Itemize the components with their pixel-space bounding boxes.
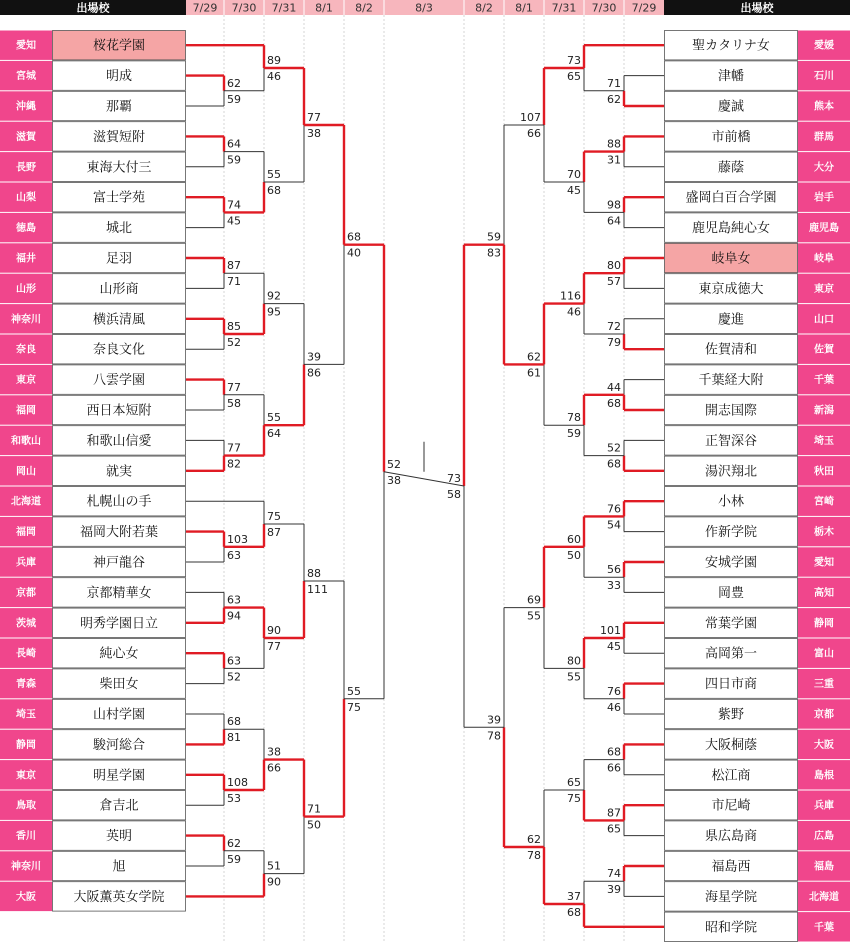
school-name: 山形商 <box>99 281 139 297</box>
score-top: 55 <box>267 411 281 425</box>
prefecture-label: 東京 <box>16 770 36 782</box>
school-name: 市前橋 <box>711 129 751 145</box>
score-bottom: 50 <box>567 548 581 562</box>
prefecture-label: 石川 <box>814 71 834 83</box>
score-top: 68 <box>347 230 361 244</box>
school-name: 東京成徳大 <box>698 281 764 297</box>
prefecture-label: 神奈川 <box>11 861 41 873</box>
score-top: 70 <box>567 168 581 181</box>
score-top: 71 <box>607 76 621 90</box>
score-top: 62 <box>227 836 241 850</box>
score-bottom: 45 <box>607 640 621 653</box>
round-dates <box>186 0 664 15</box>
score-bottom: 39 <box>607 883 621 897</box>
score-bottom: 46 <box>607 700 621 714</box>
score-top: 74 <box>227 198 241 212</box>
score-top: 103 <box>227 532 248 546</box>
prefecture-label: 三重 <box>814 679 834 691</box>
prefecture-label: 佐賀 <box>814 344 834 356</box>
school-name: 大阪薫英女学院 <box>73 889 165 905</box>
school-name: 西日本短附 <box>86 403 152 419</box>
school-name: 安城学園 <box>704 555 758 571</box>
scores <box>227 54 621 919</box>
score-top: 89 <box>267 54 281 67</box>
score-top: 85 <box>227 320 241 333</box>
school-name: 県広島商 <box>704 829 758 845</box>
prefecture-label: 徳島 <box>16 223 36 235</box>
score-bottom: 58 <box>227 396 241 410</box>
score-top: 75 <box>267 510 281 523</box>
score-top: 52 <box>607 441 621 455</box>
prefecture-label: 奈良 <box>16 344 36 356</box>
score-bottom: 111 <box>307 583 328 596</box>
score-top: 73 <box>567 54 581 67</box>
header-left-label: 出場校 <box>76 1 110 15</box>
prefecture-label: 愛媛 <box>814 40 834 52</box>
school-name: 藤蔭 <box>717 160 745 176</box>
school-name: 岐阜女 <box>711 251 751 267</box>
score-bottom: 90 <box>267 875 281 889</box>
school-name: 八雲学園 <box>92 373 146 389</box>
prefecture-label: 岡山 <box>16 466 36 478</box>
school-name: 英明 <box>105 829 133 845</box>
score-bottom: 95 <box>267 305 281 319</box>
round-date-label: 8/1 <box>515 1 533 15</box>
score-bottom: 57 <box>607 275 621 289</box>
score-top: 116 <box>560 289 581 303</box>
prefecture-label: 福岡 <box>16 527 36 539</box>
score-bottom: 83 <box>487 246 501 260</box>
score-bottom: 59 <box>567 427 581 441</box>
score-top: 77 <box>227 441 241 455</box>
score-bottom: 45 <box>227 214 241 228</box>
prefecture-label: 静岡 <box>16 739 36 751</box>
score-top: 39 <box>307 350 321 364</box>
prefecture-label: 香川 <box>16 831 36 843</box>
score-bottom: 66 <box>267 761 281 775</box>
school-name: 常葉学園 <box>704 616 758 632</box>
score-top: 64 <box>227 137 241 151</box>
prefecture-label: 宮城 <box>16 71 36 83</box>
score-top: 38 <box>267 745 281 759</box>
prefecture-label: 埼玉 <box>16 709 36 721</box>
school-name: 足羽 <box>105 251 133 267</box>
school-name: 正智深谷 <box>704 433 758 449</box>
prefecture-label: 東京 <box>16 375 36 387</box>
prefecture-label: 福岡 <box>16 405 36 417</box>
score-bottom: 53 <box>227 792 241 805</box>
school-name: 倉吉北 <box>99 798 139 814</box>
score-bottom: 62 <box>607 92 621 106</box>
score-top: 62 <box>227 76 241 90</box>
prefecture-label: 栃木 <box>814 527 834 539</box>
score-bottom: 40 <box>347 246 361 260</box>
score-bottom: 65 <box>567 70 581 83</box>
score-top: 44 <box>607 380 621 394</box>
score-bottom: 52 <box>227 670 241 684</box>
prefecture-label: 埼玉 <box>814 435 834 447</box>
round-date-label: 7/30 <box>591 1 617 15</box>
score-top: 76 <box>607 502 621 516</box>
school-name: 慶誠 <box>717 99 745 115</box>
prefecture-label: 群馬 <box>814 131 834 143</box>
score-top: 77 <box>307 111 321 124</box>
score-top: 62 <box>527 350 541 364</box>
score-bottom: 54 <box>607 518 621 532</box>
score-top: 74 <box>607 867 621 881</box>
score-top: 107 <box>520 111 541 124</box>
prefecture-label: 愛知 <box>814 557 834 569</box>
school-name: 柴田女 <box>99 677 139 693</box>
prefecture-label: 熊本 <box>814 101 834 113</box>
team-rows <box>0 31 850 942</box>
school-name: 市尼崎 <box>711 798 751 814</box>
score-bottom: 87 <box>267 526 281 539</box>
score-bottom: 68 <box>267 184 281 197</box>
school-name: 那覇 <box>105 99 133 115</box>
score-bottom: 45 <box>567 184 581 197</box>
prefecture-label: 滋賀 <box>16 131 36 143</box>
score-bottom: 68 <box>607 396 621 410</box>
score-bottom: 46 <box>267 70 281 83</box>
prefecture-label: 神奈川 <box>11 314 41 326</box>
school-name: 福岡大附若葉 <box>79 525 159 541</box>
score-top: 55 <box>267 168 281 181</box>
school-name: 高岡第一 <box>704 646 758 662</box>
school-name: 千葉経大附 <box>698 373 764 389</box>
score-bottom: 68 <box>607 457 621 471</box>
prefecture-label: 宮崎 <box>814 496 834 508</box>
school-name: 就実 <box>105 464 133 480</box>
score-top: 80 <box>607 259 621 273</box>
school-name: 鹿児島純心女 <box>691 221 771 237</box>
school-name: 駿河総合 <box>92 737 146 753</box>
score-bottom: 64 <box>607 214 621 228</box>
school-name: 佐賀清和 <box>704 342 758 358</box>
score-top: 87 <box>227 259 241 273</box>
prefecture-label: 福島 <box>814 861 834 873</box>
prefecture-label: 千葉 <box>814 375 834 387</box>
prefecture-label: 沖縄 <box>16 101 36 113</box>
score-bottom: 77 <box>267 640 281 653</box>
school-name: 海星学院 <box>704 889 758 905</box>
prefecture-label: 和歌山 <box>11 435 41 447</box>
prefecture-label: 鳥取 <box>16 800 36 812</box>
score-top: 69 <box>527 593 541 607</box>
prefecture-label: 高知 <box>814 587 834 599</box>
prefecture-label: 京都 <box>814 709 834 721</box>
prefecture-label: 北海道 <box>11 496 41 508</box>
prefecture-label: 兵庫 <box>814 800 834 812</box>
prefecture-label: 大阪 <box>814 739 834 751</box>
school-name: 聖カタリナ女 <box>692 38 770 54</box>
prefecture-label: 千葉 <box>814 922 834 934</box>
score-bottom: 55 <box>567 670 581 684</box>
school-name: 富士学苑 <box>92 190 146 206</box>
round-date-label: 7/31 <box>271 1 297 15</box>
prefecture-label: 富山 <box>814 648 834 660</box>
score-bottom: 46 <box>567 305 581 319</box>
score-top: 68 <box>227 715 241 729</box>
school-name: 滋賀短附 <box>92 129 146 145</box>
school-name: 松江商 <box>711 768 751 784</box>
school-name: 純心女 <box>99 646 139 662</box>
prefecture-label: 大阪 <box>16 891 36 903</box>
school-name: 横浜清風 <box>92 312 146 328</box>
school-name: 小林 <box>717 494 745 510</box>
prefecture-label: 山形 <box>16 283 36 295</box>
score-top: 52 <box>387 457 401 471</box>
school-name: 桜花学園 <box>92 38 146 54</box>
score-top: 92 <box>267 289 281 303</box>
score-bottom: 38 <box>307 127 321 140</box>
school-name: 城北 <box>105 221 133 237</box>
school-name: 盛岡白百合学園 <box>685 190 777 206</box>
score-top: 63 <box>227 654 241 668</box>
school-name: 京都精華女 <box>86 585 152 601</box>
score-top: 62 <box>527 833 541 846</box>
school-name: 昭和学院 <box>704 920 758 936</box>
round-date-label: 8/1 <box>315 1 333 15</box>
score-top: 51 <box>267 859 281 873</box>
score-top: 73 <box>447 472 461 485</box>
school-name: 湯沢翔北 <box>704 464 758 480</box>
bracket-lines <box>186 45 664 927</box>
school-name: 開志国際 <box>704 403 758 419</box>
score-top: 80 <box>567 654 581 668</box>
score-top: 56 <box>607 563 621 577</box>
score-top: 63 <box>227 593 241 607</box>
score-top: 71 <box>307 802 321 816</box>
prefecture-label: 長崎 <box>16 648 36 660</box>
score-top: 72 <box>607 320 621 333</box>
prefecture-label: 広島 <box>814 831 834 843</box>
round-date-label: 8/3 <box>415 1 433 15</box>
score-bottom: 63 <box>227 548 241 562</box>
prefecture-label: 青森 <box>16 679 36 691</box>
score-bottom: 78 <box>527 849 541 862</box>
score-top: 65 <box>567 776 581 789</box>
round-date-label: 7/29 <box>192 1 218 15</box>
score-bottom: 68 <box>567 906 581 919</box>
round-date-label: 7/29 <box>631 1 657 15</box>
score-top: 76 <box>607 684 621 698</box>
prefecture-label: 大分 <box>814 162 834 174</box>
school-name: 神戸龍谷 <box>92 555 146 571</box>
score-bottom: 58 <box>447 488 461 501</box>
school-name: 四日市商 <box>704 677 758 693</box>
prefecture-label: 長野 <box>16 162 36 174</box>
score-top: 77 <box>227 380 241 394</box>
score-bottom: 55 <box>527 609 541 623</box>
prefecture-label: 秋田 <box>814 466 834 478</box>
score-bottom: 61 <box>527 366 541 380</box>
prefecture-label: 鹿児島 <box>809 223 839 235</box>
score-bottom: 75 <box>567 792 581 805</box>
school-name: 明秀学園日立 <box>79 616 159 632</box>
school-name: 和歌山信愛 <box>86 433 152 449</box>
school-name: 明星学園 <box>92 768 146 784</box>
school-name: 札幌山の手 <box>86 494 152 510</box>
school-name: 旭 <box>112 859 126 875</box>
score-bottom: 79 <box>607 336 621 349</box>
prefecture-label: 岩手 <box>814 192 834 204</box>
school-name: 大阪桐蔭 <box>704 737 758 753</box>
school-name: 奈良文化 <box>92 342 146 358</box>
prefecture-label: 東京 <box>814 283 834 295</box>
score-top: 88 <box>607 137 621 151</box>
score-bottom: 75 <box>347 700 361 714</box>
score-bottom: 64 <box>267 427 281 441</box>
score-bottom: 50 <box>307 818 321 832</box>
score-top: 68 <box>607 745 621 759</box>
school-name: 紫野 <box>717 707 745 723</box>
score-top: 59 <box>487 230 501 244</box>
score-bottom: 82 <box>227 457 241 471</box>
score-bottom: 78 <box>487 729 501 743</box>
score-bottom: 52 <box>227 336 241 349</box>
score-top: 108 <box>227 776 248 789</box>
score-bottom: 66 <box>607 761 621 775</box>
score-top: 60 <box>567 532 581 546</box>
round-date-label: 8/2 <box>475 1 493 15</box>
score-top: 90 <box>267 624 281 637</box>
prefecture-label: 島根 <box>814 770 834 782</box>
score-bottom: 65 <box>607 822 621 836</box>
score-top: 55 <box>347 684 361 698</box>
score-top: 101 <box>600 624 621 637</box>
score-bottom: 33 <box>607 579 621 593</box>
prefecture-label: 京都 <box>16 587 36 599</box>
header-right-label: 出場校 <box>740 1 774 15</box>
score-bottom: 66 <box>527 127 541 140</box>
school-name: 津幡 <box>717 69 745 85</box>
score-top: 37 <box>567 890 581 903</box>
score-bottom: 71 <box>227 275 241 289</box>
score-bottom: 59 <box>227 153 241 167</box>
school-name: 岡豊 <box>717 585 745 601</box>
score-bottom: 31 <box>607 153 621 167</box>
prefecture-label: 北海道 <box>809 891 839 903</box>
score-bottom: 38 <box>387 473 401 487</box>
score-bottom: 59 <box>227 92 241 106</box>
score-bottom: 86 <box>307 366 321 380</box>
prefecture-label: 新潟 <box>814 405 834 417</box>
score-top: 39 <box>487 713 501 727</box>
school-name: 作新学院 <box>704 525 758 541</box>
prefecture-label: 愛知 <box>16 40 36 52</box>
score-top: 87 <box>607 806 621 820</box>
prefecture-label: 福井 <box>16 253 36 265</box>
score-top: 88 <box>307 567 321 580</box>
prefecture-label: 茨城 <box>16 618 36 630</box>
prefecture-label: 岐阜 <box>814 253 834 265</box>
school-name: 山村学園 <box>92 707 146 723</box>
score-bottom: 81 <box>227 731 241 745</box>
prefecture-label: 山口 <box>814 314 834 326</box>
school-name: 福島西 <box>711 859 751 875</box>
score-bottom: 94 <box>227 609 241 623</box>
round-date-label: 8/2 <box>355 1 373 15</box>
school-name: 東海大付三 <box>86 160 152 176</box>
round-date-label: 7/30 <box>231 1 257 15</box>
prefecture-label: 静岡 <box>814 618 834 630</box>
score-top: 98 <box>607 198 621 212</box>
school-name: 明成 <box>105 69 133 85</box>
score-top: 78 <box>567 411 581 425</box>
score-bottom: 59 <box>227 852 241 866</box>
prefecture-label: 山梨 <box>16 192 36 204</box>
prefecture-label: 兵庫 <box>16 557 36 569</box>
round-date-label: 7/31 <box>551 1 577 15</box>
school-name: 慶進 <box>717 312 745 328</box>
